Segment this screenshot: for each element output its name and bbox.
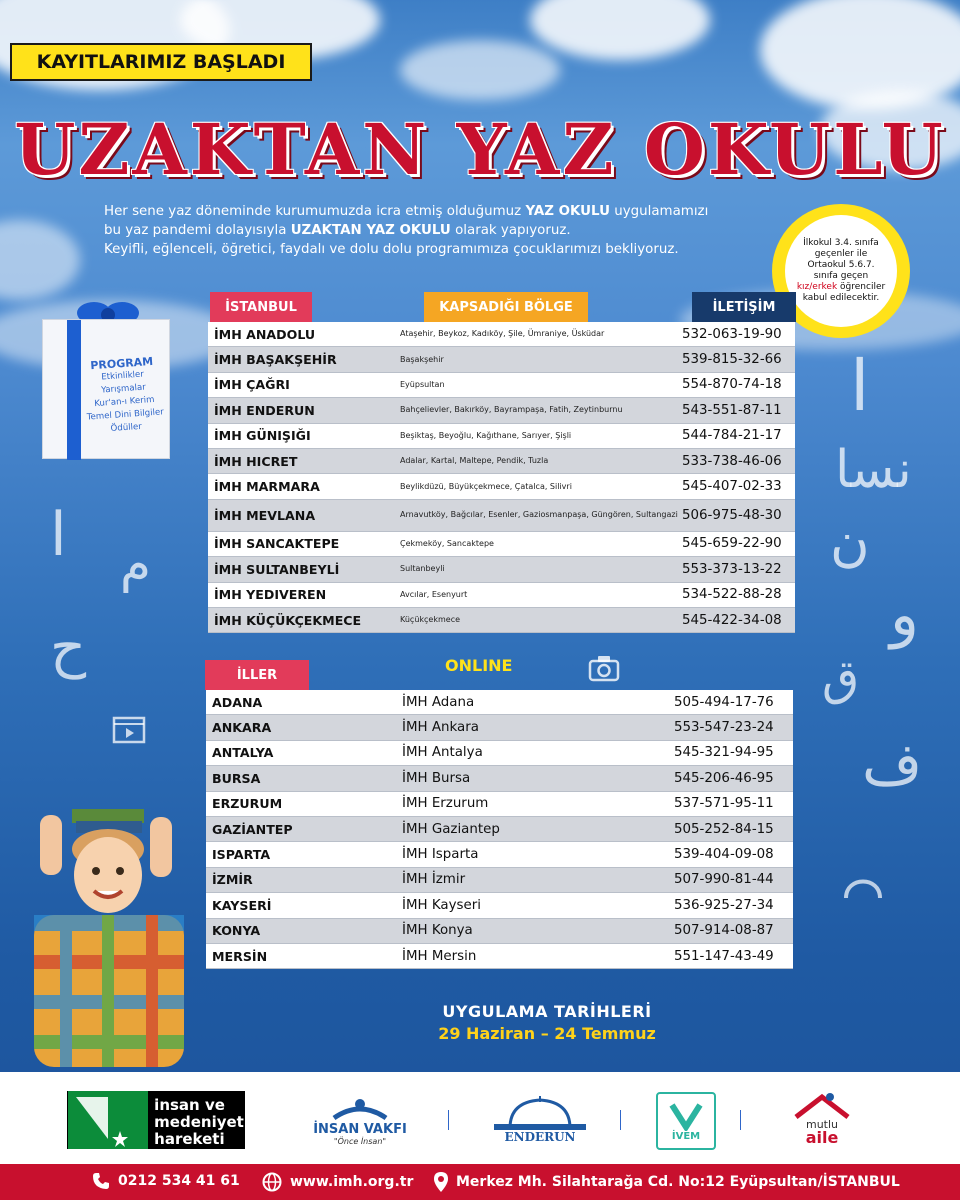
aile-text: aile — [805, 1127, 839, 1147]
table-row — [208, 373, 795, 398]
program-gift-box — [36, 295, 176, 463]
branch-area: Beşiktaş, Beyoğlu, Kağıthane, Sarıyer, Şişli — [400, 430, 572, 440]
branch-name: İMH HICRET — [214, 453, 298, 469]
table-row — [208, 532, 795, 557]
intro-text — [104, 202, 784, 259]
arabic-letter: و — [890, 580, 919, 650]
cloud — [530, 0, 710, 60]
branch-name: İMH MARMARA — [214, 479, 320, 495]
page-title: UZAKTAN YAZ OKULU — [14, 108, 946, 191]
tab-provinces: İLLER — [205, 660, 309, 690]
branch-phone: 533-738-46-06 — [682, 453, 782, 469]
branch-area: Eyüpsultan — [400, 379, 445, 389]
bubble-text1: İlkokul 3.4. sınıfa geçenler ile Ortaokul 5.6.7. sınıfa geçen — [803, 238, 879, 281]
branch-name: İMH KÜÇÜKÇEKMECE — [214, 612, 362, 628]
branch-name: İMH ENDERUN — [214, 402, 315, 418]
table-row — [208, 424, 795, 449]
footer-address-text: Merkez Mh. Silahtarağa Cd. No:12 Eyüpsultan/İSTANBUL — [456, 1174, 900, 1190]
branch-area: Sultanbeyli — [400, 564, 445, 574]
branch-phone: 534-522-88-28 — [682, 587, 782, 603]
footer-website-text: www.imh.org.tr — [290, 1174, 414, 1190]
program-item: Yarışmalar — [100, 382, 147, 396]
branch-phone: 539-404-09-08 — [674, 847, 774, 863]
arabic-letter: ن — [830, 510, 870, 573]
camera-icon — [588, 654, 620, 682]
table-row — [206, 766, 793, 791]
branch-name: İMH Ankara — [402, 720, 479, 736]
application-dates-range: 29 Haziran – 24 Temmuz — [438, 1024, 656, 1043]
table-row — [208, 557, 795, 582]
table-row — [208, 449, 795, 474]
branch-phone: 507-990-81-44 — [674, 872, 774, 888]
branch-name: İMH Konya — [402, 923, 473, 939]
tab-contact: İLETİŞİM — [692, 292, 796, 322]
table-row — [208, 608, 795, 633]
arabic-letter: ح — [50, 615, 87, 680]
insan-vakfi-slogan: "Önce İnsan" — [333, 1137, 387, 1146]
city-name: BURSA — [212, 770, 261, 786]
branch-phone: 553-547-23-24 — [674, 720, 774, 736]
dome-icon — [492, 1096, 588, 1130]
branch-area: Ataşehir, Beykoz, Kadıköy, Şile, Ümraniye, Üsküdar — [400, 329, 605, 339]
program-item: Temel Dini Bilgiler — [86, 407, 165, 423]
arabic-letter: ا — [850, 345, 870, 427]
branch-name: İMH Gaziantep — [402, 821, 500, 837]
footer-phone[interactable] — [92, 1172, 240, 1190]
intro-line1a: Her sene yaz döneminde kurumumuzda icra etmiş olduğumuz — [104, 204, 526, 219]
table-row — [206, 919, 793, 944]
insan-vakfi-name: İNSAN VAKFI — [313, 1122, 407, 1137]
footer-address — [434, 1172, 900, 1192]
program-item: Etkinlikler — [101, 369, 145, 383]
branch-name: İMH YEDIVEREN — [214, 587, 327, 603]
branch-phone: 544-784-21-17 — [682, 428, 782, 444]
enderun-name: ENDERUN — [504, 1130, 576, 1144]
branch-name: İMH Mersin — [402, 948, 477, 964]
table-row — [208, 583, 795, 608]
branch-phone: 505-252-84-15 — [674, 821, 774, 837]
branch-name: İMH Bursa — [402, 770, 471, 786]
city-name: ANKARA — [212, 720, 272, 736]
ivem-logo — [656, 1092, 716, 1150]
footer-bar — [0, 1164, 960, 1200]
branch-name: İMH İzmir — [402, 872, 466, 888]
branch-name: İMH SULTANBEYLİ — [214, 561, 340, 577]
branch-phone: 545-422-34-08 — [682, 612, 782, 628]
bubble-text3: öğrenciler kabul edilecektir. — [802, 282, 886, 303]
crescent-star-icon — [68, 1091, 148, 1149]
branch-phone: 532-063-19-90 — [682, 326, 782, 342]
program-title: PROGRAM — [89, 354, 154, 373]
table-row — [206, 868, 793, 893]
arabic-letter: نسا — [835, 440, 912, 500]
branch-phone: 545-659-22-90 — [682, 536, 782, 552]
city-name: ERZURUM — [212, 796, 283, 812]
branch-phone: 553-373-13-22 — [682, 561, 782, 577]
branch-area: Bahçelievler, Bakırköy, Bayrampaşa, Fatih, Zeytinburnu — [400, 405, 623, 415]
branch-area: Çekmeköy, Sancaktepe — [400, 538, 494, 548]
bubble-text2: kız/erkek — [796, 282, 838, 292]
intro-line1b: YAZ OKULU — [525, 204, 610, 219]
program-item: Ödüller — [110, 421, 143, 435]
video-icon — [112, 712, 146, 746]
provinces-table — [206, 690, 793, 969]
branch-phone: 545-407-02-33 — [682, 479, 782, 495]
branch-area: Beylikdüzü, Büyükçekmece, Çatalca, Silivri — [400, 481, 572, 491]
branch-phone: 506-975-48-30 — [682, 507, 782, 523]
city-name: KONYA — [212, 923, 261, 939]
cloud — [0, 220, 80, 300]
divider — [740, 1110, 741, 1130]
city-name: MERSİN — [212, 948, 268, 964]
table-row — [206, 690, 793, 715]
ivem-v-icon — [668, 1101, 704, 1131]
branch-phone: 551-147-43-49 — [674, 948, 774, 964]
cloud — [400, 40, 560, 100]
intro-line2a: bu yaz pandemi dolayısıyla — [104, 223, 291, 238]
branch-name: İMH BAŞAKŞEHİR — [214, 352, 337, 368]
branch-name: İMH Kayseri — [402, 897, 481, 913]
branch-phone: 505-494-17-76 — [674, 694, 774, 710]
table-row — [206, 792, 793, 817]
imh-logo-line: hareketi — [154, 1129, 225, 1148]
intro-line2b: UZAKTAN YAZ OKULU — [290, 223, 451, 238]
branch-area: Arnavutköy, Bağcılar, Esenler, Gaziosmanpaşa, Güngören, Sultangazi — [400, 510, 678, 520]
footer-phone-text: 0212 534 41 61 — [118, 1173, 240, 1189]
footer-website[interactable] — [262, 1172, 413, 1192]
insan-vakfi-logo — [310, 1090, 410, 1152]
branch-name: İMH ANADOLU — [214, 326, 316, 342]
imh-logo-line: insan ve — [154, 1095, 225, 1114]
imh-logo-line: medeniyet — [154, 1112, 244, 1131]
program-item: Kur'an-ı Kerim — [94, 394, 155, 410]
intro-line1c: uygulamamızı — [609, 204, 709, 219]
branch-name: İMH Adana — [402, 694, 475, 710]
table-row — [206, 817, 793, 842]
branch-name: İMH GÜNIŞIĞI — [214, 428, 311, 444]
branch-name: İMH Erzurum — [402, 796, 489, 812]
table-row — [208, 474, 795, 499]
branch-phone: 537-571-95-11 — [674, 796, 774, 812]
headset-icon — [838, 868, 888, 908]
city-name: GAZİANTEP — [212, 821, 293, 837]
book-icon — [330, 1096, 390, 1122]
istanbul-table — [208, 322, 795, 633]
table-row — [208, 398, 795, 423]
branch-phone: 554-870-74-18 — [682, 377, 782, 393]
table-row — [206, 944, 793, 969]
table-row — [206, 741, 793, 766]
city-name: ISPARTA — [212, 847, 271, 863]
partner-logos-bar — [0, 1072, 960, 1164]
globe-icon — [262, 1172, 282, 1192]
branch-area: Avcılar, Esenyurt — [400, 589, 468, 599]
intro-line2c: olarak yapıyoruz. — [450, 223, 571, 238]
branch-name: İMH ÇAĞRI — [214, 377, 290, 393]
imh-logo — [67, 1091, 245, 1149]
table-row — [208, 500, 795, 532]
arabic-letter: م — [120, 535, 151, 593]
arabic-letter: ا — [50, 500, 67, 570]
arabic-letter: ف — [862, 730, 923, 798]
branch-name: İMH Isparta — [402, 847, 479, 863]
online-label: ONLINE — [445, 656, 513, 675]
branch-phone: 539-815-32-66 — [682, 352, 782, 368]
registration-badge: KAYITLARIMIZ BAŞLADI — [10, 43, 312, 81]
tab-region: KAPSADIĞI BÖLGE — [424, 292, 588, 322]
branch-name: İMH SANCAKTEPE — [214, 536, 340, 552]
intro-line3: Keyifli, eğlenceli, öğretici, faydalı ve dolu dolu programımıza çocuklarımızı bekliyoruz. — [104, 242, 679, 257]
application-dates-title: UYGULAMA TARİHLERİ — [442, 1002, 652, 1021]
tab-istanbul: İSTANBUL — [210, 292, 312, 322]
city-name: KAYSERİ — [212, 897, 272, 913]
child-with-books-illustration — [0, 805, 200, 1067]
mutlu-text: mutlu — [805, 1117, 839, 1131]
branch-phone: 545-206-46-95 — [674, 770, 774, 786]
mutlu-aile-logo — [780, 1086, 864, 1150]
table-row — [206, 842, 793, 867]
table-row — [206, 893, 793, 918]
branch-phone: 507-914-08-87 — [674, 923, 774, 939]
ivem-name: İVEM — [671, 1130, 701, 1142]
branch-name: İMH MEVLANA — [214, 507, 316, 523]
branch-phone: 543-551-87-11 — [682, 402, 782, 418]
branch-name: İMH Antalya — [402, 745, 483, 761]
location-pin-icon — [434, 1172, 448, 1192]
branch-phone: 545-321-94-95 — [674, 745, 774, 761]
divider — [448, 1110, 449, 1130]
table-row — [208, 347, 795, 372]
branch-phone: 536-925-27-34 — [674, 897, 774, 913]
phone-icon — [92, 1172, 110, 1190]
branch-area: Küçükçekmece — [400, 615, 461, 625]
table-row — [206, 715, 793, 740]
divider — [620, 1110, 621, 1130]
branch-area: Adalar, Kartal, Maltepe, Pendik, Tuzla — [400, 456, 549, 466]
city-name: ADANA — [212, 694, 263, 710]
table-row — [208, 322, 795, 347]
city-name: İZMİR — [212, 872, 253, 888]
arabic-letter: ق — [822, 650, 860, 706]
enderun-logo — [488, 1090, 592, 1150]
city-name: ANTALYA — [212, 745, 274, 761]
house-roof-icon — [792, 1091, 852, 1119]
branch-area: Başakşehir — [400, 354, 444, 364]
